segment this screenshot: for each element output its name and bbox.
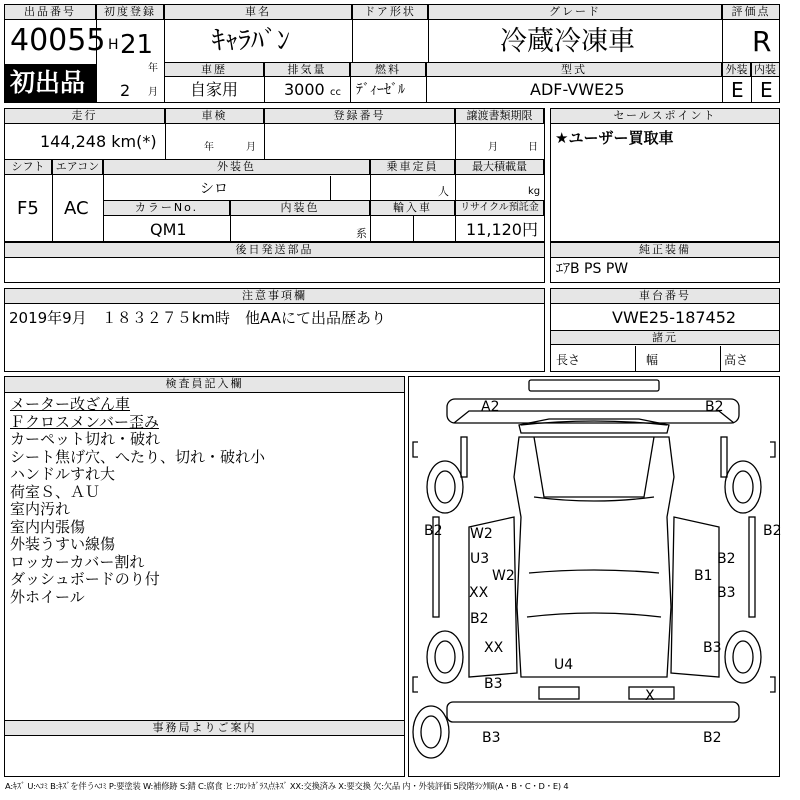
mark-left-w2: W2: [470, 526, 493, 542]
mark-left-xx2: XX: [484, 640, 504, 656]
first-reg-year: 21: [120, 30, 154, 60]
mark-front-right: B2: [705, 399, 724, 415]
inspector-notes: [10, 396, 265, 606]
mark-right-b3b: B3: [703, 640, 722, 656]
car-name: ｷｬﾗﾊﾞﾝ: [212, 26, 291, 56]
recycle-amount: 11,120円: [466, 220, 538, 239]
transfer-header: 譲渡書類期限: [456, 109, 544, 124]
note-line: 室内汚れ: [10, 500, 71, 518]
displacement-unit: cc: [330, 87, 341, 98]
grade-header: グレード: [429, 5, 722, 20]
note-line: 外ホイール: [10, 587, 85, 606]
mark-left-b2: B2: [470, 611, 489, 627]
inspection-header: 車検: [166, 109, 264, 124]
history: 自家用: [190, 80, 239, 99]
lot-number: 40055: [10, 23, 106, 58]
shift: F5: [17, 198, 39, 219]
inspector-header: 検査員記入欄: [5, 377, 405, 393]
max-load-header: 最大積載量: [456, 160, 544, 175]
first-reg-month: 2: [120, 81, 131, 100]
shift-header: シフト: [5, 160, 52, 175]
grade: 冷蔵冷凍車: [500, 26, 635, 57]
note-line: ダッシュボードのり付: [10, 570, 160, 588]
first-reg-header: 初度登録: [97, 5, 164, 20]
mark-rear-left: B3: [482, 730, 501, 746]
height-label: 高さ: [724, 353, 749, 367]
month-unit: 月: [148, 87, 158, 98]
note-line: 外装うすい線傷: [10, 535, 116, 553]
sales-point-header: セールスポイント: [551, 109, 780, 124]
genuine-equipment: ｴｱB PS PW: [556, 261, 629, 277]
length-label: 長さ: [556, 353, 581, 367]
model: ADF-VWE25: [530, 80, 625, 99]
note-line: シート焦げ穴、へたり、切れ・破れ小: [10, 447, 266, 466]
score: R: [752, 25, 772, 58]
score-header: 評価点: [723, 5, 780, 20]
caution-header: 注意事項欄: [5, 289, 545, 304]
capacity-header: 乗車定員: [371, 160, 455, 175]
mark-left-u3: U3: [470, 551, 490, 567]
interior-color-header: 内装色: [231, 201, 370, 216]
note-line: 荷室Ｓ、ＡＵ: [10, 482, 101, 501]
chassis-header: 車台番号: [551, 289, 780, 304]
fuel-header: 燃料: [351, 63, 426, 77]
model-header: 型式: [427, 63, 722, 77]
interior-score-header: 内装: [751, 63, 780, 77]
car-diagram: [409, 377, 779, 776]
mark-right-b2: B2: [717, 551, 736, 567]
chassis-no: VWE25-187452: [612, 308, 737, 327]
fuel: ﾃﾞｨｰｾﾞﾙ: [356, 82, 405, 98]
exterior-color-header: 外装色: [104, 160, 370, 175]
era: H: [108, 37, 119, 53]
inspection-year-unit: 年: [204, 142, 214, 153]
exterior-color: シロ: [200, 181, 228, 197]
mark-left-b3: B3: [484, 676, 503, 692]
mark-rear-x: X: [645, 688, 655, 704]
genuine-equipment-header: 純正装備: [551, 243, 780, 258]
transfer-month-unit: 月: [488, 142, 498, 153]
note-line: メーター改ざん車: [10, 395, 131, 413]
displacement: 3000: [284, 80, 325, 99]
dimensions-header: 諸元: [551, 330, 780, 345]
mark-right-side: B2: [763, 523, 782, 539]
note-line: Ｆクロスメンバー歪み: [10, 412, 159, 431]
width-label: 幅: [646, 353, 659, 367]
mark-roof-u4: U4: [554, 657, 574, 673]
load-unit: kg: [528, 186, 541, 197]
sales-point: ★ユーザー買取車: [555, 129, 674, 147]
interior-score: E: [760, 78, 773, 102]
exterior-score-header: 外装: [723, 63, 751, 77]
detail-block: [4, 108, 545, 242]
year-unit: 年: [148, 63, 158, 74]
note-line: 室内内張傷: [10, 517, 86, 536]
inspection-month-unit: 月: [246, 142, 256, 153]
note-line: ロッカーカバー割れ: [10, 552, 145, 571]
aircon: AC: [64, 198, 89, 219]
office-notice-header: 事務局よりご案内: [5, 721, 405, 736]
transfer-day-unit: 日: [528, 142, 538, 153]
color-no-header: カラーNo.: [104, 201, 230, 216]
mark-right-b3a: B3: [717, 585, 736, 601]
capacity-unit: 人: [438, 185, 449, 198]
reg-no-header: 登録番号: [265, 109, 455, 124]
note-line: ハンドルすれ大: [10, 465, 116, 483]
later-parts-header: 後日発送部品: [5, 243, 545, 258]
color-no: QM1: [150, 220, 187, 239]
mileage: 144,248 km(*): [40, 132, 157, 151]
mark-front-left: A2: [481, 399, 500, 415]
history-header: 車歴: [165, 63, 264, 77]
door-header: ドア形状: [353, 5, 428, 20]
mileage-header: 走行: [5, 109, 165, 124]
mark-right-b1: B1: [694, 568, 713, 584]
displacement-header: 排気量: [265, 63, 350, 77]
first-listing-text: 初出品: [10, 68, 86, 97]
mark-left-w2b: W2: [492, 568, 515, 584]
mark-left-side: B2: [424, 523, 443, 539]
caution-text: 2019年9月 １８３２７５km時 他AAにて出品歴あり: [9, 309, 386, 327]
aircon-header: エアコン: [53, 160, 103, 175]
interior-color-suffix: 系: [356, 227, 367, 240]
mark-left-xx1: XX: [469, 585, 489, 601]
exterior-score: E: [731, 78, 744, 102]
lot-no-header: 出品番号: [5, 5, 96, 20]
note-line: カーペット切れ・破れ: [10, 430, 161, 448]
legend: A:ｷｽﾞ U:ﾍｺﾐ B:ｷｽﾞを伴うﾍｺﾐ P:要塗装 W:補修跡 S:錆 C:腐食 ヒ:ﾌﾛﾝﾄｶﾞﾗｽ点ｷｽﾞ XX:交換済み X:要交換 欠:欠品 内・外装評価 5段階ﾗﾝｸ順(A・B・C・D・E) 4: [5, 781, 569, 791]
import-header: 輸入車: [371, 201, 455, 216]
car-name-header: 車名: [165, 5, 352, 20]
mark-rear-right: B2: [703, 730, 722, 746]
recycle-header: リサイクル預託金: [456, 201, 544, 216]
